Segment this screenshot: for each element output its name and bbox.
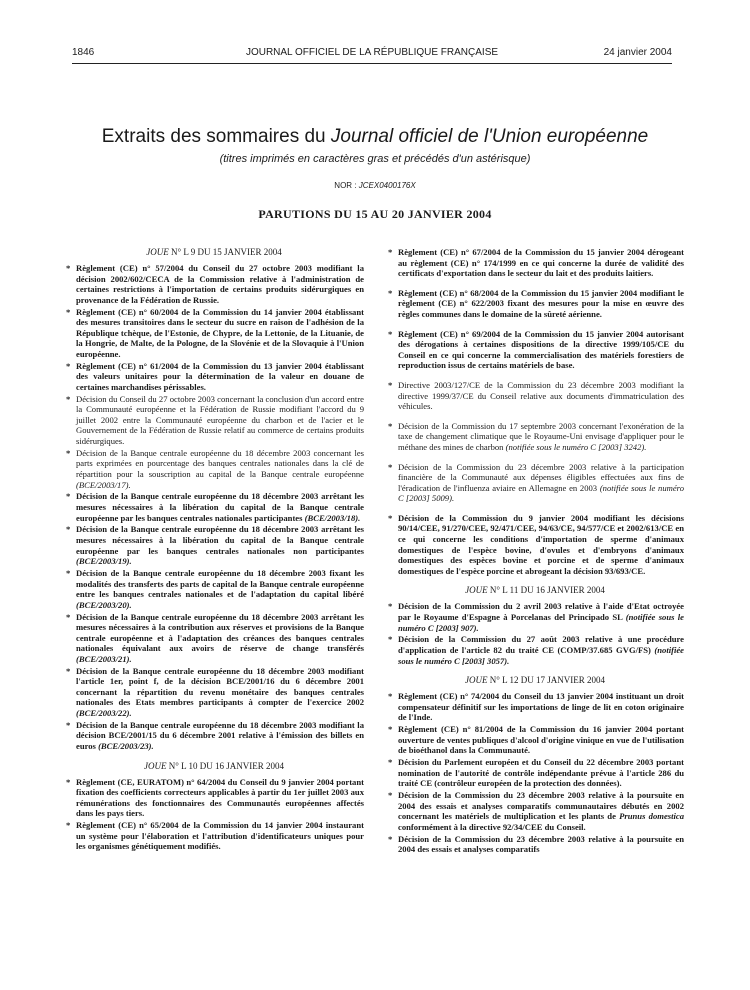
entry-text	[398, 724, 684, 755]
entry-text	[398, 634, 684, 665]
entry-title: Décision de la Commission du 2 avril 2003 relative à l'aide d'Etat octroyée par le Royaume d'Espagne à Porcelanas del Principado SL	[398, 601, 684, 623]
entry-text	[76, 307, 364, 359]
journal-name: JOURNAL OFFICIEL DE LA RÉPUBLIQUE FRANÇAISE	[245, 47, 499, 58]
summary-entry	[386, 288, 684, 320]
left-column	[64, 247, 364, 853]
section-items	[64, 263, 364, 752]
summary-entry	[64, 612, 364, 665]
entry-reference: (BCE/2003/23).	[98, 741, 154, 751]
summary-entry	[386, 513, 684, 577]
asterisk-marker: *	[66, 820, 71, 831]
entry-text	[398, 462, 684, 504]
page-title	[0, 126, 750, 148]
entry-title: Règlement (CE) n° 60/2004 de la Commission du 14 janvier 2004 établissant des mesures transitoires dans le secteur du sucre en raison de l'adhésion de la République tchèque, de l'Estonie, de Chypre, de la Lettonie, de la Lituanie, de la Hongrie, de Malte, de la Pologne, de la Slovénie et de la Slovaquie à l'Union européenne.	[76, 306, 364, 359]
summary-entry	[64, 524, 364, 566]
summary-entry	[386, 421, 684, 453]
summary-entry	[386, 380, 684, 412]
entry-text	[398, 247, 684, 278]
summary-entry	[64, 666, 364, 719]
entry-title: Règlement (CE) n° 68/2004 de la Commission du 15 janvier 2004 modifiant le règlement (CE) n° 622/2003 fixant des mesures pour la mise en œuvre des règles communes dans le domaine de la sûreté aérienne.	[398, 287, 684, 319]
section-items	[64, 777, 364, 852]
entry-reference: (notifiée sous le numéro C [2003] 5009).	[398, 482, 684, 504]
entry-title: Règlement (CE) n° 81/2004 de la Commission du 16 janvier 2004 portant ouverture de ventes publiques d'alcool d'origine vinique en vue de l'utilisation de bioéthanol dans la Communauté.	[398, 724, 684, 756]
summary-entry	[64, 777, 364, 819]
entry-text	[76, 361, 364, 392]
entry-text	[76, 568, 364, 610]
summary-entry	[64, 361, 364, 393]
entry-title: Décision de la Banque centrale européenne du 18 décembre 2003 modifiant la décision BCE/2001/15 du 6 décembre 2001 relative à l'émission des billets en euros	[76, 719, 364, 751]
entry-title: Décision de la Banque centrale européenne du 18 décembre 2003 arrêtant les mesures nécessaires à la libération du capital de la Banque centrale européenne par les banques centrales nationales participantes	[76, 491, 364, 523]
asterisk-marker: *	[66, 719, 71, 730]
entry-title: Décision de la Banque centrale européenne du 18 décembre 2003 modifiant l'article 1er, point f, de la décision BCE/2001/16 du 6 décembre 2001 concernant la répartition du revenu monétaire des banques centrales nationales des Etats membres participants à compter de l'exercice 2002	[76, 665, 364, 708]
running-header	[72, 47, 672, 61]
entry-title: Décision de la Commission du 17 septembre 2003 concernant l'exonération de la taxe de changement climatique que le Royaume-Uni envisage d'appliquer pour le méthane des mines de charbon	[398, 420, 684, 452]
entry-title: Décision de la Commission du 23 décembre 2003 relative à la participation financière de la Communauté aux dépenses éligibles effectuées aux fins de l'éradication de l'influenza aviaire en Allemagne en 2003	[398, 461, 684, 493]
asterisk-marker: *	[66, 665, 71, 676]
entry-text	[398, 380, 684, 411]
summary-entry	[386, 790, 684, 832]
entry-title: Directive 2003/127/CE de la Commission du 23 décembre 2003 modifiant la directive 1999/37/CE du Conseil relative aux documents d'immatriculation des véhicules.	[398, 379, 684, 412]
summary-entry	[386, 757, 684, 789]
entry-text	[76, 777, 364, 819]
asterisk-marker: *	[388, 790, 393, 801]
entry-reference: (BCE/2003/17).	[76, 479, 131, 490]
asterisk-marker: *	[66, 306, 71, 317]
entry-reference: (BCE/2003/18).	[304, 512, 361, 523]
asterisk-marker: *	[388, 757, 393, 768]
asterisk-marker: *	[388, 833, 393, 844]
issue-date: 24 janvier 2004	[603, 47, 672, 58]
nor-value: JCEX0400176X	[358, 181, 416, 190]
summary-entry	[386, 462, 684, 504]
section-issue: N° L 10 DU 16 JANVIER 2004	[166, 760, 284, 771]
entry-reference: Prunus domestica	[619, 811, 685, 822]
entry-text	[76, 263, 364, 305]
entry-title: Règlement (CE) n° 74/2004 du Conseil du 13 janvier 2004 instituant un droit compensateur définitif sur les importations de linge de lit en coton originaire de l'Inde.	[398, 691, 684, 723]
summary-entry	[64, 307, 364, 360]
asterisk-marker: *	[66, 263, 71, 273]
asterisk-marker: *	[66, 393, 71, 404]
entry-text	[398, 834, 684, 855]
asterisk-marker: *	[388, 379, 393, 390]
asterisk-marker: *	[388, 328, 393, 339]
entry-text	[398, 790, 684, 832]
entry-title: Règlement (CE) n° 65/2004 de la Commission du 14 janvier 2004 instaurant un système pour l'élaboration et l'attribution d'identificateurs uniques pour les organismes génétiquement modifiés.	[76, 820, 364, 852]
entry-reference: (notifiée sous le numéro C [2003] 907).	[398, 612, 684, 633]
entry-text	[398, 757, 684, 788]
asterisk-marker: *	[66, 776, 71, 787]
entry-reference: (BCE/2003/19).	[76, 556, 132, 567]
entry-text	[398, 329, 684, 371]
entry-title: Règlement (CE, EURATOM) n° 64/2004 du Conseil du 9 janvier 2004 portant fixation des coefficients correcteurs applicables à partir du 1er juillet 2003 aux rémunérations des fonctionnaires des Communautés européennes affectés dans les pays tiers.	[76, 776, 364, 819]
entry-text	[398, 421, 684, 452]
right-column	[386, 247, 684, 856]
section-items	[386, 691, 684, 855]
section-journal: JOUE	[146, 247, 169, 257]
section-heading	[386, 585, 684, 596]
asterisk-marker: *	[388, 512, 393, 523]
asterisk-marker: *	[388, 247, 393, 257]
summary-entry	[64, 263, 364, 305]
section-issue: N° L 12 DU 17 JANVIER 2004	[487, 675, 605, 686]
asterisk-marker: *	[388, 287, 393, 298]
asterisk-marker: *	[66, 491, 71, 502]
asterisk-marker: *	[388, 601, 393, 612]
summary-entry	[64, 568, 364, 610]
section-issue: N° L 9 DU 15 JANVIER 2004	[168, 247, 282, 257]
header-rule	[72, 63, 672, 64]
section-items	[386, 601, 684, 666]
entry-reference: (BCE/2003/21).	[76, 653, 132, 664]
section-heading	[64, 247, 364, 258]
page-number: 1846	[72, 47, 95, 58]
section-items	[386, 247, 684, 576]
entry-reference: (BCE/2003/20).	[76, 599, 132, 610]
entry-text	[398, 691, 684, 722]
section-heading	[386, 675, 684, 686]
entry-title: Règlement (CE) n° 69/2004 de la Commission du 15 janvier 2004 autorisant des dérogations à certaines dispositions de la directive 1999/105/CE du Conseil en ce qui concerne la commercialisation des matériels forestiers de reproduction issus de certains matériels de base.	[398, 328, 684, 371]
summary-entry	[386, 724, 684, 756]
entry-title: Règlement (CE) n° 67/2004 de la Commission du 15 janvier 2004 dérogeant au règlement (CE) n° 174/1999 en ce qui concerne la durée de validité des certificats d'exportation dans le secteur du lait et des produits laitiers.	[398, 247, 684, 279]
asterisk-marker: *	[66, 567, 71, 578]
summary-entry	[64, 491, 364, 523]
title-italic-text: Journal officiel de l'Union européenne	[330, 126, 649, 147]
asterisk-marker: *	[66, 611, 71, 622]
entry-text	[76, 612, 364, 664]
asterisk-marker: *	[66, 360, 71, 371]
entry-title: Décision de la Commission du 9 janvier 2004 modifiant les décisions 90/14/CEE, 91/270/CEE, 92/471/CEE, 94/63/CE, 94/577/CE et 2002/613/CE en ce qui concerne les conditions d'importation de sperme d'animaux domestiques de l'espèce bovine, d'ovules et d'embryons d'animaux domestiques des espèces bovine et porcine et de sperme d'animaux domestiques de l'espèce porcine et abrogeant la décision 93/693/CE.	[398, 512, 684, 576]
entry-title: Décision de la Banque centrale européenne du 18 décembre 2003 arrêtant les mesures nécessaires à la contribution aux réserves et provisions de la Banque centrale européenne et à l'adaptation des créances des banques centrales nationales équivalant aux avoirs de réserve de change transférés	[76, 611, 364, 654]
asterisk-marker: *	[388, 634, 393, 645]
summary-entry	[386, 634, 684, 666]
entry-text	[398, 513, 684, 576]
nor-reference	[0, 181, 750, 190]
section-journal: JOUE	[464, 675, 488, 686]
title-text: Extraits des sommaires du	[101, 126, 331, 147]
entry-text	[76, 448, 364, 490]
entry-text	[76, 524, 364, 566]
summary-entry	[386, 247, 684, 279]
section-issue: N° L 11 DU 16 JANVIER 2004	[487, 585, 605, 596]
entry-title: Décision de la Banque centrale européenne du 18 décembre 2003 concernant les parts exprimées en pourcentage des banques centrales nationales dans la clé de répartition pour la souscription au capital de la Banque centrale européenne	[76, 447, 364, 480]
entry-title: Décision du Conseil du 27 octobre 2003 concernant la conclusion d'un accord entre la Communauté européenne et la Fédération de Russie modifiant l'accord du 9 juillet 2002 entre la Communauté européenne du charbon et de l'acier et le Gouvernement de la Fédération de Russie relatif au commerce de certains produits sidérurgiques.	[76, 393, 364, 447]
summary-entry	[64, 448, 364, 490]
summary-entry	[386, 329, 684, 371]
entry-text	[76, 491, 364, 522]
summary-entry	[64, 394, 364, 447]
entry-reference: (BCE/2003/22).	[76, 708, 132, 719]
asterisk-marker: *	[388, 420, 393, 431]
asterisk-marker: *	[66, 447, 71, 458]
section-heading	[64, 761, 364, 772]
summary-entry	[386, 834, 684, 855]
page-subtitle: (titres imprimés en caractères gras et précédés d'un astérisque)	[219, 153, 531, 165]
asterisk-marker: *	[66, 524, 71, 535]
section-journal: JOUE	[465, 585, 488, 596]
section-journal: JOUE	[143, 760, 167, 771]
entry-text	[76, 666, 364, 718]
summary-entry	[386, 691, 684, 723]
entry-text	[76, 394, 364, 446]
entry-text	[398, 288, 684, 319]
entry-title: Décision de la Commission du 23 décembre 2003 relative à la poursuite en 2004 des essais et analyses comparatifs communautaires débutés en 2002 concernant les matériels de multiplication et les plants de	[398, 790, 684, 822]
entry-title: Décision du Parlement européen et du Conseil du 22 décembre 2003 portant nomination de l'autorité de contrôle indépendante prévue à l'article 286 du traité CE (contrôleur européen de la protection des données).	[398, 757, 684, 789]
entry-title: Règlement (CE) n° 61/2004 de la Commission du 13 janvier 2004 établissant des valeurs unitaires pour la détermination de la valeur en douane de certaines marchandises périssables.	[76, 360, 364, 392]
summary-entry	[386, 601, 684, 633]
entry-title: Décision de la Banque centrale européenne du 18 décembre 2003 fixant les modalités des transferts des parts de capital de la Banque centrale européenne entre les banques centrales nationales et de l'adaptation du capital libéré	[76, 567, 364, 600]
entry-tail: conformément à la directive 92/34/CEE du Conseil.	[398, 821, 586, 832]
summary-entry	[64, 820, 364, 852]
entry-title: Décision de la Banque centrale européenne du 18 décembre 2003 arrêtant les mesures nécessaires à la libération du capital de la Banque centrale européenne par les banques centrales nationales non participantes	[76, 524, 364, 556]
asterisk-marker: *	[388, 461, 393, 472]
entry-title: Règlement (CE) n° 57/2004 du Conseil du 27 octobre 2003 modifiant la décision 2002/602/CECA de la Commission relative à l'administration de certaines restrictions à l'importation de certains produits sidérurgiques en provenance de la Fédération de Russie.	[76, 263, 364, 305]
entry-title: Décision de la Commission du 23 décembre 2003 relative à la poursuite en 2004 des essais et analyses comparatifs	[398, 833, 684, 855]
entry-text	[76, 720, 364, 751]
entry-reference: (notifiée sous le numéro C [2003] 3242).	[505, 441, 647, 452]
nor-label: NOR :	[334, 181, 359, 190]
entry-text	[398, 601, 684, 632]
entry-text	[76, 820, 364, 851]
entry-title: Décision de la Commission du 27 août 2003 relative à une procédure d'application de l'article 82 du traité CE (COMP/37.685 GVG/FS)	[398, 634, 684, 655]
parutions-heading: PARUTIONS DU 15 AU 20 JANVIER 2004	[258, 207, 492, 221]
entry-reference: (notifiée sous le numéro C [2003] 3057).	[398, 645, 684, 666]
asterisk-marker: *	[388, 691, 393, 702]
summary-entry	[64, 720, 364, 752]
asterisk-marker: *	[388, 724, 393, 735]
